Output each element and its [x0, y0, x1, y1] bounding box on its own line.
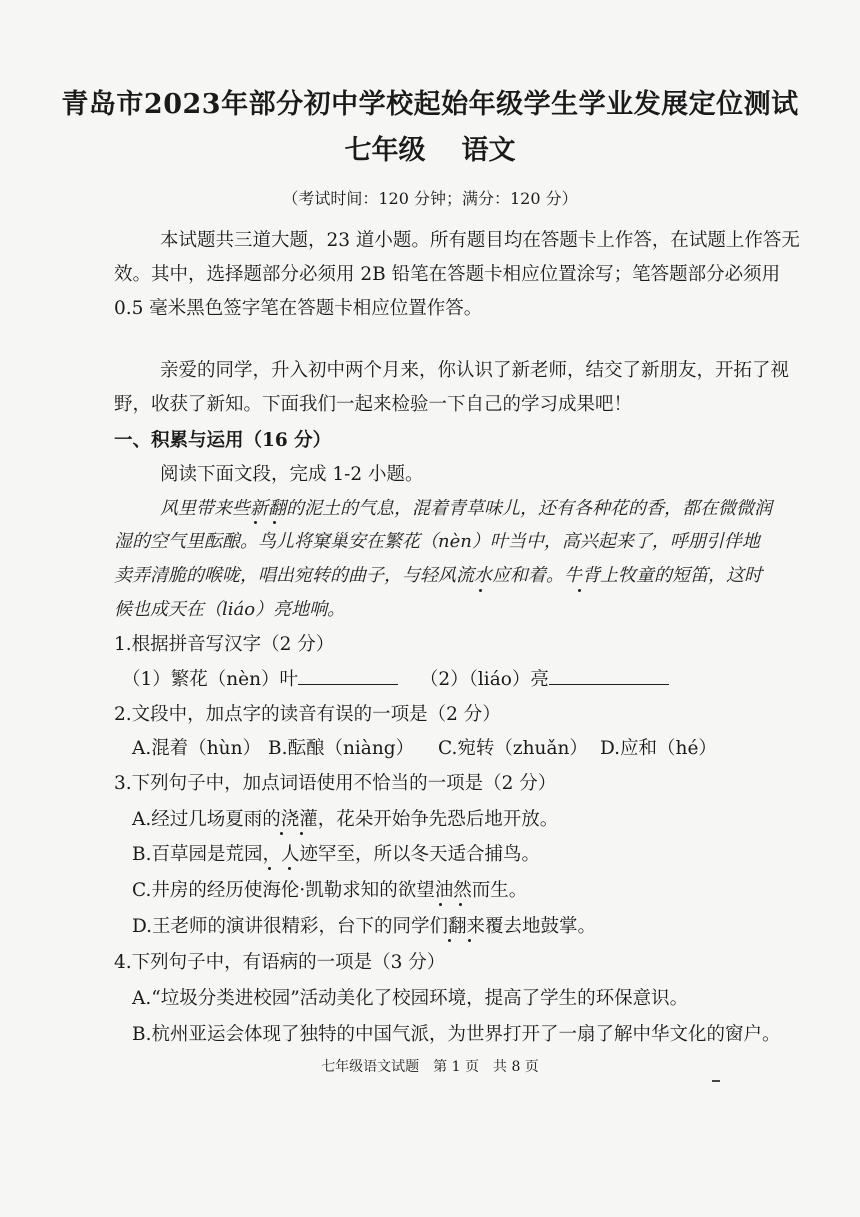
grade-label: 七年级	[344, 135, 426, 166]
question-stem: 1.根据拼音写汉字（2 分）	[114, 634, 335, 655]
q3-option: C.井房的经历使海伦·凯勒求知的欲望油然而生。	[132, 880, 528, 901]
emphasis-dot	[273, 521, 276, 524]
q2-option: A.混着（hùn）	[132, 738, 261, 759]
passage-line: 风里带来些新翻的泥土的气息，混着青草味儿，还有各种花的香，都在微微润	[160, 498, 772, 519]
emphasis-dot	[479, 589, 482, 592]
passage-line: 湿的空气里酝酿。鸟儿将窠巢安在繁花（nèn）叶当中，高兴起来了，呼朋引伴地	[114, 531, 760, 552]
emphasis-dot	[448, 939, 451, 942]
page-footer: 七年级语文试题 第 1 页 共 8 页	[321, 1059, 539, 1075]
question-stem: 2.文段中，加点字的读音有误的一项是（2 分）	[114, 704, 501, 725]
q2-option: B.酝酿（niàng）	[268, 738, 415, 759]
q3-option: A.经过几场夏雨的浇灌，花朵开始争先恐后地开放。	[132, 809, 559, 830]
answer-blank	[549, 666, 669, 685]
exam-info: （考试时间：120 分钟；满分：120 分）	[282, 189, 578, 208]
q3-option: D.王老师的演讲很精彩，台下的同学们翻来覆去地鼓掌。	[132, 916, 597, 937]
reading-prompt: 阅读下面文段，完成 1-2 小题。	[160, 464, 424, 485]
q1-part2: （2）（liáo）亮	[419, 669, 549, 690]
emphasis-dot	[288, 867, 291, 870]
q2-option: D.应和（hé）	[600, 738, 717, 759]
q3-option: B.百草园是荒园，人迹罕至，所以冬天适合捕鸟。	[132, 844, 540, 865]
section-heading: 一、积累与运用（16 分）	[114, 430, 332, 451]
emphasis-dot	[468, 939, 471, 942]
answer-blank	[298, 666, 398, 685]
q4-option: B.杭州亚运会体现了独特的中国气派，为世界打开了一扇了解中华文化的窗户。	[132, 1024, 781, 1045]
q1-parts	[122, 665, 669, 691]
exam-title: 青岛市2023年部分初中学校起始年级学生学业发展定位测试	[61, 89, 799, 120]
instruction-line: 效。其中，选择题部分必须用 2B 铅笔在答题卡相应位置涂写；笔答题部分必须用	[114, 264, 781, 285]
exam-subtitle	[0, 128, 860, 167]
emphasis-dot	[268, 867, 271, 870]
emphasis-dot	[578, 589, 581, 592]
q1-part1: （1）繁花（nèn）叶	[122, 669, 299, 690]
emphasis-dot	[459, 903, 462, 906]
instruction-line: 0.5 毫米黑色签字笔在答题卡相应位置作答。	[114, 298, 483, 319]
greeting-line: 亲爱的同学，升入初中两个月来，你认识了新老师，结交了新朋友，开拓了视	[160, 360, 790, 381]
greeting-line: 野，收获了新知。下面我们一起来检验一下自己的学习成果吧！	[114, 394, 633, 415]
instruction-line: 本试题共三道大题，23 道小题。所有题目均在答题卡上作答，在试题上作答无	[160, 230, 800, 251]
passage-line: 卖弄清脆的喉咙，唱出宛转的曲子，与轻风流水应和着。牛背上牧童的短笛，这时	[114, 565, 762, 586]
emphasis-dot	[254, 521, 257, 524]
scan-mark	[712, 1080, 720, 1082]
q2-option: C.宛转（zhuǎn）	[438, 738, 588, 759]
emphasis-dot	[300, 832, 303, 835]
q4-option: A.“垃圾分类进校园”活动美化了校园环境，提高了学生的环保意识。	[132, 988, 689, 1009]
emphasis-dot	[280, 832, 283, 835]
subject-label: 语文	[461, 135, 516, 166]
question-stem: 4.下列句子中，有语病的一项是（3 分）	[114, 952, 446, 973]
question-stem: 3.下列句子中，加点词语使用不恰当的一项是（2 分）	[114, 773, 557, 794]
emphasis-dot	[439, 903, 442, 906]
passage-line: 候也成天在（liáo）亮地响。	[114, 599, 346, 620]
